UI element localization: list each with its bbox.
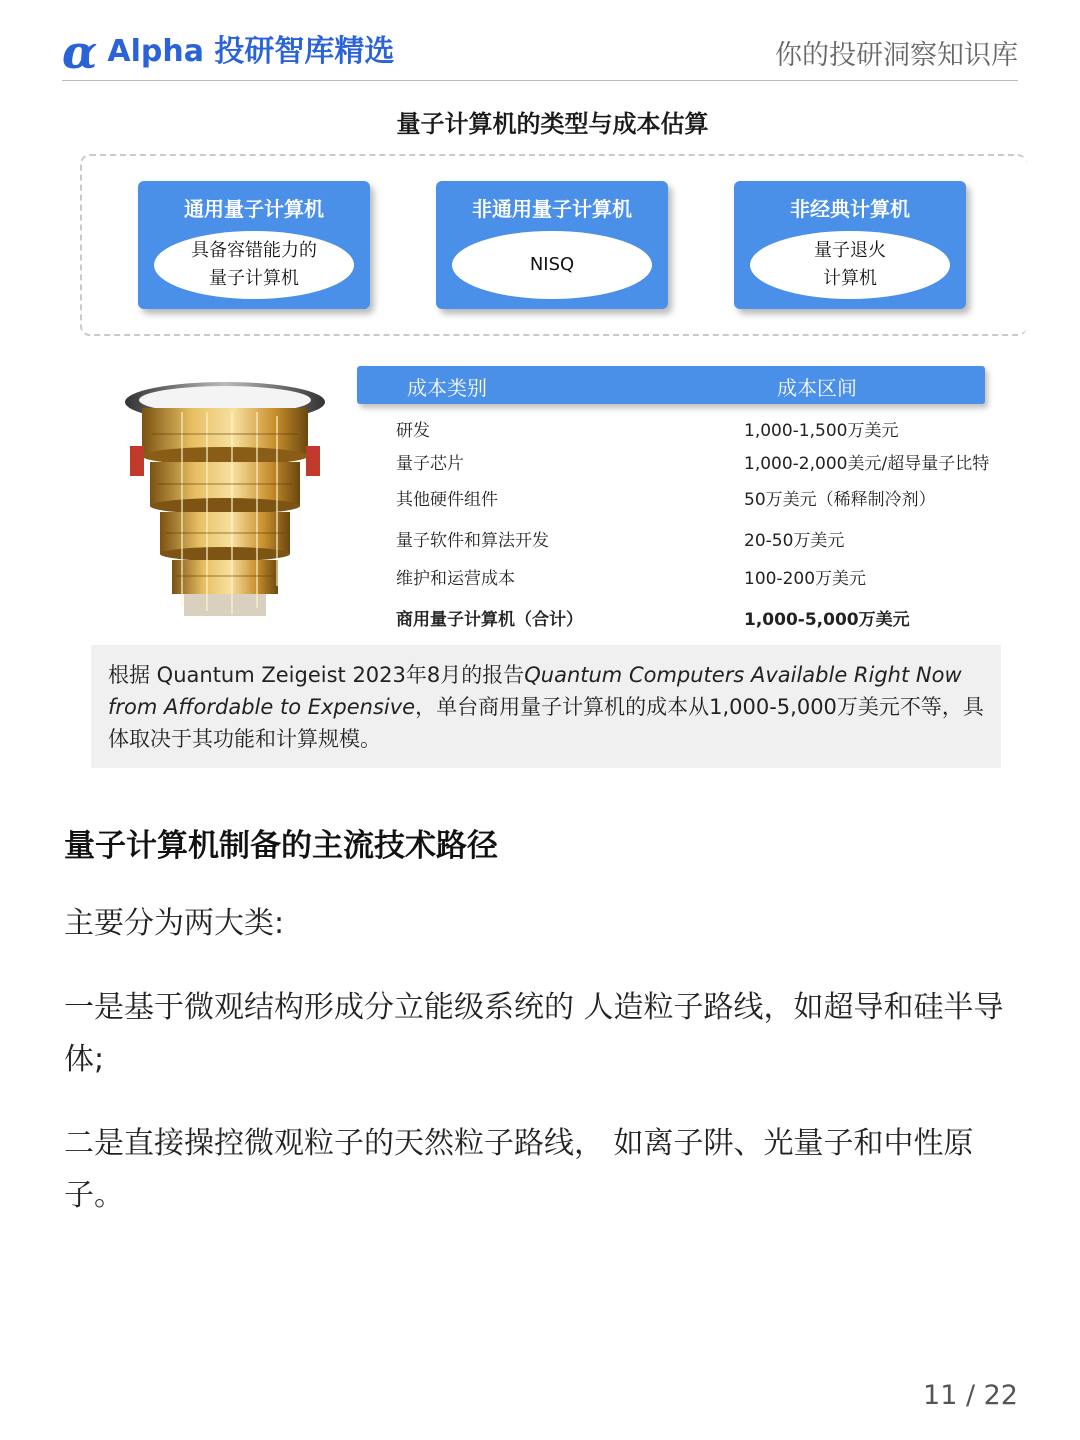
cost-range: 1,000-2,000美元/超导量子比特	[744, 454, 990, 474]
type-card-title: 非通用量子计算机	[472, 197, 632, 221]
note-text-part: ，单台商用量子计算机的成本从1,000-5,000万美元不等，具体取决于其功能和计算规模。	[108, 695, 984, 751]
section-heading: 量子计算机制备的主流技术路径	[64, 828, 498, 864]
type-card-desc: 计算机	[823, 268, 877, 289]
cost-range: 100-200万美元	[744, 569, 867, 589]
paragraph: 主要分为两大类:	[64, 906, 285, 941]
paragraph: 二是直接操控微观粒子的天然粒子路线， 如离子阱、光量子和中性原子。	[64, 1126, 974, 1213]
brand-logo	[62, 25, 395, 79]
report-title: Quantum Computers Available Right Now from Affordable to Expensive	[108, 663, 962, 719]
cost-range: 1,000-5,000万美元	[744, 610, 910, 630]
page-header	[62, 25, 1018, 81]
cost-row-total	[390, 605, 1030, 631]
brand-name: Alpha 投研智库精选	[107, 34, 395, 69]
figure-title: 量子计算机的类型与成本估算	[396, 110, 709, 138]
type-card-desc: 量子计算机	[209, 268, 299, 289]
cost-row	[390, 449, 1030, 475]
cost-category: 研发	[396, 421, 430, 441]
page-number: 11 / 22	[923, 1380, 1018, 1411]
cost-category-header: 成本类别	[407, 376, 487, 400]
header-tagline: 你的投研洞察知识库	[775, 40, 1018, 71]
type-card-non-classical	[734, 181, 966, 309]
type-card-oval	[750, 231, 950, 299]
type-card-desc: NISQ	[529, 254, 575, 275]
paragraph: 一是基于微观结构形成分立能级系统的 人造粒子路线，如超导和硅半导体;	[64, 990, 1004, 1077]
cost-category: 商用量子计算机（合计）	[396, 610, 583, 630]
type-card-desc: 具备容错能力的	[191, 240, 317, 261]
cost-category: 其他硬件组件	[396, 490, 498, 510]
cost-row	[390, 564, 1030, 590]
alpha-logo-icon: α	[62, 25, 98, 79]
type-card-title: 非经典计算机	[790, 197, 910, 221]
cost-range: 1,000-1,500万美元	[744, 421, 899, 441]
cost-range: 20-50万美元	[744, 531, 845, 551]
note-text-part: 根据 Quantum Zeigeist 2023年8月的报告	[108, 663, 525, 687]
type-card-title: 通用量子计算机	[184, 197, 324, 221]
source-note-text	[108, 659, 993, 755]
type-card-desc: 量子退火	[814, 240, 886, 261]
cost-range: 50万美元（稀释制冷剂）	[744, 490, 936, 510]
cost-row	[390, 416, 1030, 442]
cost-category: 维护和运营成本	[396, 569, 515, 589]
cost-table-header	[357, 366, 985, 404]
type-card-oval	[452, 231, 652, 299]
type-card-universal	[138, 181, 370, 309]
source-note	[91, 645, 1001, 768]
cost-category: 量子芯片	[396, 454, 464, 474]
cost-row	[390, 526, 1030, 552]
type-card-non-universal	[436, 181, 668, 309]
cost-row	[390, 485, 1030, 511]
quantum-computer-image	[122, 376, 328, 626]
type-card-oval	[154, 231, 354, 299]
cost-range-header: 成本区间	[777, 376, 857, 400]
cost-category: 量子软件和算法开发	[396, 531, 549, 551]
